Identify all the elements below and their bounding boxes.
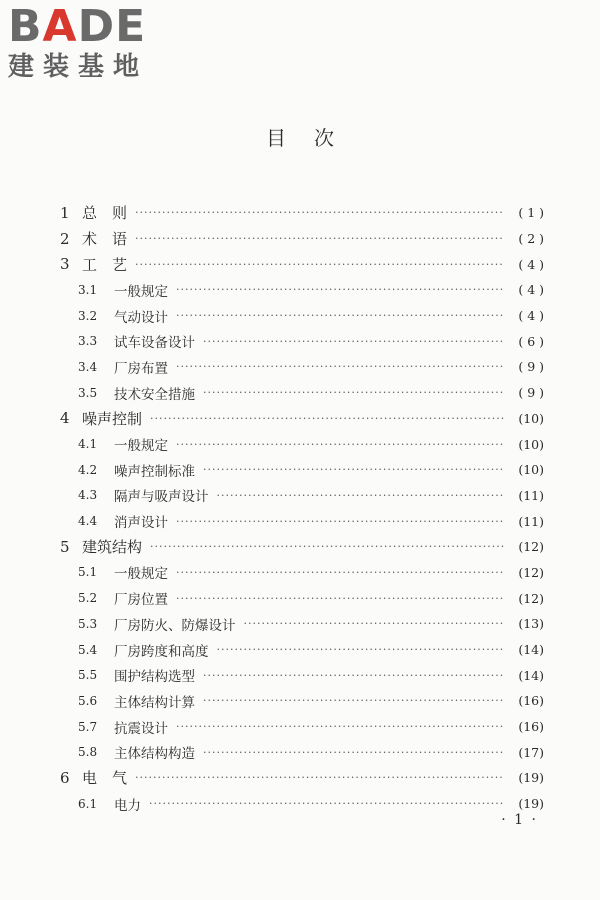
- toc-leader-dots: [203, 335, 504, 348]
- logo-chinese-name: 建装基地: [8, 52, 149, 82]
- toc-entry-title: 厂房跨度和高度: [114, 643, 209, 660]
- toc-entry-number: 3.5: [78, 385, 98, 400]
- toc-entry-number: 6: [60, 768, 70, 787]
- toc-entry-title: 围护结构选型: [114, 669, 195, 686]
- toc-leader-dots: [135, 232, 504, 245]
- toc-entry-title: 工 艺: [82, 255, 128, 274]
- toc-entry-page: ( 1 ): [518, 205, 544, 221]
- toc-entry-number: 2: [60, 229, 70, 248]
- toc-entry-number: 5: [60, 537, 70, 556]
- toc-entry-page: (14): [518, 667, 544, 683]
- toc-entry-title: 电力: [114, 797, 141, 814]
- toc-entry[interactable]: [60, 483, 544, 509]
- toc-leader-dots: [176, 438, 504, 451]
- toc-entry-page: (10): [518, 410, 544, 426]
- toc-entry-title: 隔声与吸声设计: [114, 489, 209, 506]
- toc-leader-dots: [135, 771, 504, 784]
- toc-entry-page: (14): [518, 642, 544, 658]
- toc-entry-number: 5.3: [78, 616, 98, 631]
- toc-leader-dots: [176, 283, 504, 296]
- toc-entry-title: 噪声控制: [82, 409, 143, 428]
- toc-entry-number: 3: [60, 255, 70, 274]
- toc-entry-page: (12): [518, 590, 544, 606]
- toc-entry[interactable]: [60, 303, 544, 329]
- toc-leader-dots: [244, 617, 505, 630]
- toc-entry-title: 一般规定: [114, 566, 168, 583]
- toc-entry-title: 消声设计: [114, 515, 168, 532]
- toc-entry-page: (12): [518, 539, 544, 555]
- toc-entry-page: ( 6 ): [518, 333, 544, 349]
- toc-entry-number: 5.1: [78, 565, 98, 580]
- toc-leader-dots: [176, 720, 504, 733]
- toc-entry-page: (16): [518, 693, 544, 709]
- toc-entry-number: 5.6: [78, 693, 98, 708]
- toc-entry-number: 4.4: [78, 514, 98, 529]
- logo-letter-b: B: [8, 1, 43, 52]
- toc-entry[interactable]: [60, 380, 544, 406]
- toc-entry-number: 6.1: [78, 796, 98, 811]
- toc-entry[interactable]: [60, 200, 544, 226]
- toc-leader-dots: [176, 592, 504, 605]
- toc-entry-title: 厂房防火、防爆设计: [114, 617, 236, 634]
- toc-entry-number: 5.4: [78, 642, 98, 657]
- toc-entry-page: (11): [518, 513, 544, 529]
- toc-entry-title: 厂房位置: [114, 592, 168, 609]
- toc-entry-page: (12): [518, 564, 544, 580]
- toc-leader-dots: [149, 797, 504, 810]
- toc-entry-page: (19): [518, 796, 544, 812]
- toc-entry[interactable]: [60, 560, 544, 586]
- toc-leader-dots: [135, 206, 504, 219]
- toc-entry[interactable]: [60, 714, 544, 740]
- toc-entry-number: 1: [60, 203, 70, 222]
- toc-entry-page: (11): [518, 487, 544, 503]
- toc-entry-page: ( 9 ): [518, 385, 544, 401]
- toc-entry-title: 术 语: [82, 230, 128, 249]
- toc-leader-dots: [150, 540, 504, 553]
- toc-entry[interactable]: [60, 739, 544, 765]
- toc-entry[interactable]: [60, 688, 544, 714]
- toc-entry-title: 技术安全措施: [114, 386, 195, 403]
- toc-entry[interactable]: [60, 328, 544, 354]
- toc-entry[interactable]: [60, 354, 544, 380]
- logo: [8, 1, 178, 82]
- toc-entry-title: 一般规定: [114, 283, 168, 300]
- toc-leader-dots: [203, 463, 504, 476]
- toc-entry-number: 4: [60, 409, 70, 428]
- toc-entry-page: (13): [518, 616, 544, 632]
- toc-entry-number: 4.3: [78, 488, 98, 503]
- toc-entry-page: (10): [518, 436, 544, 452]
- toc-leader-dots: [203, 694, 504, 707]
- toc-leader-dots: [135, 258, 504, 271]
- toc-entry[interactable]: [60, 457, 544, 483]
- toc-entry[interactable]: [60, 765, 544, 791]
- toc-leader-dots: [150, 412, 504, 425]
- toc-entry-number: 5.7: [78, 719, 98, 734]
- toc-entry[interactable]: [60, 534, 544, 560]
- toc-entry[interactable]: [60, 791, 544, 817]
- toc-entry-number: 5.2: [78, 591, 98, 606]
- toc-entry-page: ( 2 ): [518, 231, 544, 247]
- toc-entry[interactable]: [60, 226, 544, 252]
- toc-entry[interactable]: [60, 662, 544, 688]
- toc-entry-page: ( 4 ): [518, 256, 544, 272]
- toc-entry-title: 建筑结构: [82, 538, 143, 557]
- toc-leader-dots: [203, 669, 504, 682]
- toc-entry-number: 3.3: [78, 334, 98, 349]
- page-number: · 1 ·: [501, 812, 538, 828]
- toc-entry-page: ( 4 ): [518, 308, 544, 324]
- page-title: 目次: [266, 126, 362, 150]
- toc-entry-title: 总 则: [82, 204, 128, 223]
- toc-entry[interactable]: [60, 431, 544, 457]
- toc-entry-title: 厂房布置: [114, 360, 168, 377]
- toc-entry-title: 主体结构构造: [114, 746, 195, 763]
- toc-entry-number: 4.1: [78, 437, 98, 452]
- toc-entry-title: 抗震设计: [114, 720, 168, 737]
- toc-entry-page: (10): [518, 462, 544, 478]
- toc-entry[interactable]: [60, 611, 544, 637]
- toc-leader-dots: [203, 746, 504, 759]
- toc-entry-number: 3.2: [78, 308, 98, 323]
- table-of-contents: [60, 200, 544, 817]
- toc-leader-dots: [176, 309, 504, 322]
- toc-entry-title: 主体结构计算: [114, 694, 195, 711]
- toc-entry[interactable]: [60, 406, 544, 432]
- toc-entry[interactable]: [60, 251, 544, 277]
- toc-entry-title: 气动设计: [114, 309, 168, 326]
- toc-entry-page: (16): [518, 719, 544, 735]
- toc-entry-page: ( 9 ): [518, 359, 544, 375]
- toc-entry-number: 3.4: [78, 359, 98, 374]
- logo-letters-de: DE: [77, 1, 147, 52]
- logo-wordmark: [8, 1, 178, 52]
- logo-letter-a: A: [42, 1, 78, 52]
- toc-leader-dots: [176, 566, 504, 579]
- toc-entry-title: 噪声控制标准: [114, 463, 195, 480]
- toc-leader-dots: [176, 360, 504, 373]
- toc-entry[interactable]: [60, 585, 544, 611]
- toc-entry-number: 3.1: [78, 282, 98, 297]
- toc-entry-number: 5.8: [78, 745, 98, 760]
- toc-entry-title: 试车设备设计: [114, 335, 195, 352]
- toc-entry-number: 4.2: [78, 462, 98, 477]
- toc-leader-dots: [217, 643, 505, 656]
- toc-leader-dots: [176, 515, 504, 528]
- toc-entry[interactable]: [60, 508, 544, 534]
- toc-entry[interactable]: [60, 277, 544, 303]
- toc-leader-dots: [203, 386, 504, 399]
- toc-entry-title: 电 气: [82, 769, 128, 788]
- toc-entry-page: (19): [518, 770, 544, 786]
- toc-entry-page: (17): [518, 744, 544, 760]
- toc-entry-title: 一般规定: [114, 438, 168, 455]
- toc-leader-dots: [217, 489, 505, 502]
- toc-entry[interactable]: [60, 637, 544, 663]
- toc-entry-page: ( 4 ): [518, 282, 544, 298]
- toc-entry-number: 5.5: [78, 668, 98, 683]
